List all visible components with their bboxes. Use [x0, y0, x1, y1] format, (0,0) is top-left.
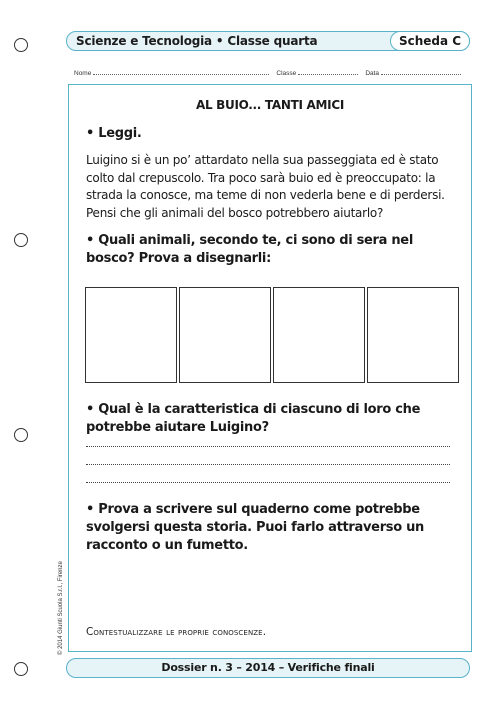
worksheet-tab: Scheda C [390, 31, 470, 51]
question-animals: • Quali animali, secondo te, ci sono di sera nel bosco? Prova a disegnarli: [86, 233, 413, 266]
answer-line[interactable] [86, 464, 450, 465]
footer-bar: Dossier n. 3 – 2014 – Verifiche finali [66, 658, 470, 678]
nome-label: Nome [74, 70, 92, 77]
learning-objective: Contestualizzare le proprie conoscenze. [86, 626, 267, 638]
data-field[interactable] [381, 68, 461, 75]
instruction-read: • Leggi. [86, 126, 142, 141]
binder-hole [14, 662, 28, 676]
answer-line[interactable] [86, 482, 450, 483]
drawing-box[interactable] [273, 287, 365, 383]
data-label: Data [365, 70, 380, 77]
question-story: • Prova a scrivere sul quaderno come potrebbe svolgersi questa storia. Puoi farlo attraverso un racconto o un fumetto. [86, 502, 425, 553]
drawing-box[interactable] [367, 287, 459, 383]
subject-title: Scienze e Tecnologia • Classe quarta [76, 34, 318, 48]
story-text: Luigino si è un po’ attardato nella sua passeggiata ed è stato colto dal crepuscolo. Tra poco sarà buio ed è preoccupato: la strada la conosce, ma teme di non vederla bene e di perdersi. Pensi che gli animali del bosco potrebbero aiutarlo? [86, 153, 445, 220]
copyright-notice: © 2014 Giunti Scuola S.r.l., Firenze [58, 561, 64, 655]
binder-hole [14, 38, 28, 52]
binder-hole [14, 428, 28, 442]
drawing-box[interactable] [85, 287, 177, 383]
student-info-fields [74, 68, 470, 77]
worksheet-title: AL BUIO... TANTI AMICI [195, 98, 345, 112]
classe-label: Classe [276, 70, 297, 77]
binder-hole [14, 233, 28, 247]
nome-field[interactable] [93, 68, 269, 75]
header-bar [66, 31, 470, 51]
answer-line[interactable] [86, 446, 450, 447]
question-characteristics: • Qual è la caratteristica di ciascuno di loro che potrebbe aiutare Luigino? [86, 402, 421, 435]
classe-field[interactable] [298, 68, 358, 75]
drawing-box[interactable] [179, 287, 271, 383]
